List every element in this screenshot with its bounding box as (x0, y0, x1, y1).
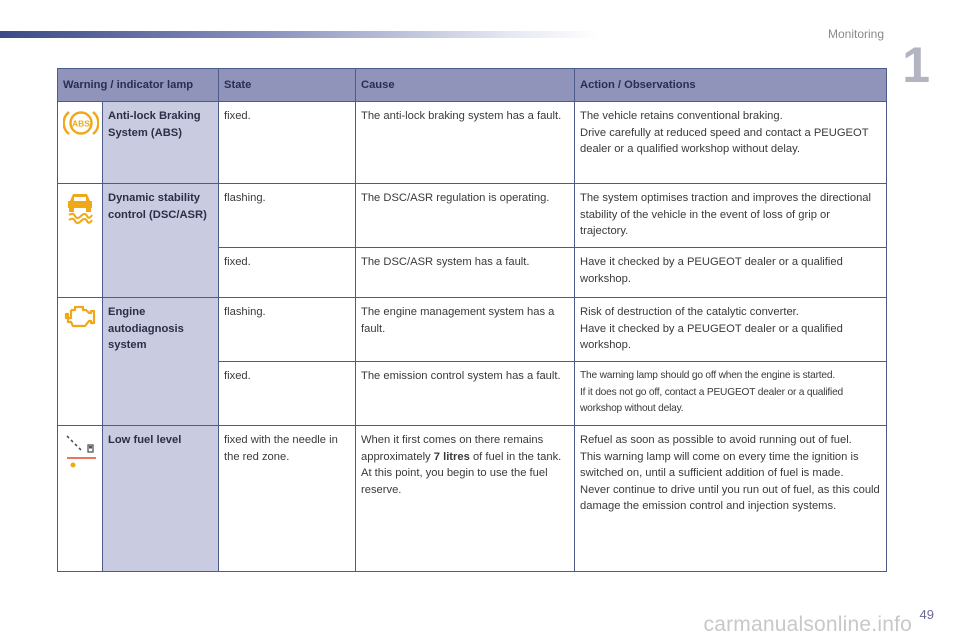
abs-warning-icon (63, 108, 97, 138)
table-row (58, 426, 887, 572)
column-header-lamp: Warning / indicator lamp (58, 69, 219, 102)
chapter-number: 1 (902, 37, 930, 93)
lamp-label: Anti-lock Braking System (ABS) (103, 102, 219, 184)
state-cell: fixed with the needle in the red zone. (219, 426, 356, 572)
column-header-action: Action / Observations (575, 69, 887, 102)
header-gradient-bar (0, 31, 600, 38)
state-cell: flashing. (219, 184, 356, 248)
action-cell: Have it checked by a PEUGEOT dealer or a qualified workshop. (575, 248, 887, 298)
icon-cell (58, 102, 103, 184)
section-title: Monitoring (827, 27, 884, 41)
cause-cell: The anti-lock braking system has a fault. (356, 102, 575, 184)
cause-text: When it first comes on there remains approximately (361, 434, 544, 463)
icon-cell (58, 426, 103, 572)
action-cell: The system optimises traction and improves the directional stability of the vehicle in the event of loss of grip or trajectory. (575, 184, 887, 248)
cause-cell (356, 426, 575, 572)
icon-cell (58, 298, 103, 426)
icon-cell (58, 184, 103, 298)
cause-cell: The emission control system has a fault. (356, 362, 575, 426)
state-cell: fixed. (219, 248, 356, 298)
page-number: 49 (919, 607, 934, 622)
cause-text-continued: of fuel in the tank. At this point, you begin to use the fuel reserve. (361, 450, 562, 496)
watermark: carmanualsonline.info (703, 613, 912, 636)
lamp-label: Low fuel level (103, 426, 219, 572)
lamp-label: Engine autodiagnosis system (103, 298, 219, 426)
action-cell: Risk of destruction of the catalytic converter. Have it checked by a PEUGEOT dealer or a qualified workshop. (575, 298, 887, 362)
lamp-label: Dynamic stability control (DSC/ASR) (103, 184, 219, 298)
state-cell: fixed. (219, 362, 356, 426)
column-header-cause: Cause (356, 69, 575, 102)
state-cell: fixed. (219, 102, 356, 184)
action-cell: The vehicle retains conventional braking. Drive carefully at reduced speed and contact a PEUGEOT dealer or a qualified workshop without delay. (575, 102, 887, 184)
fuel-gauge-icon (63, 432, 97, 468)
cause-cell: The engine management system has a fault. (356, 298, 575, 362)
table-header-row (58, 69, 887, 102)
state-cell: flashing. (219, 298, 356, 362)
table-row (58, 102, 887, 184)
cause-cell: The DSC/ASR regulation is operating. (356, 184, 575, 248)
warning-lamps-table (57, 68, 887, 572)
svg-text:ABS: ABS (72, 118, 90, 129)
action-cell: Refuel as soon as possible to avoid running out of fuel. This warning lamp will come on every time the ignition is switched on, until a sufficient addition of fuel is made. Never continue to drive until you run out of fuel, as this could damage the emission control and injection systems. (575, 426, 887, 572)
table-row (58, 298, 887, 362)
cause-highlight: 7 litres (433, 450, 470, 463)
action-cell: The warning lamp should go off when the engine is started. If it does not go off, contact a PEUGEOT dealer or a qualified workshop without delay. (575, 362, 887, 426)
table-row (58, 184, 887, 248)
engine-check-icon (63, 304, 97, 330)
cause-cell: The DSC/ASR system has a fault. (356, 248, 575, 298)
column-header-state: State (219, 69, 356, 102)
skidding-car-icon (63, 190, 97, 224)
